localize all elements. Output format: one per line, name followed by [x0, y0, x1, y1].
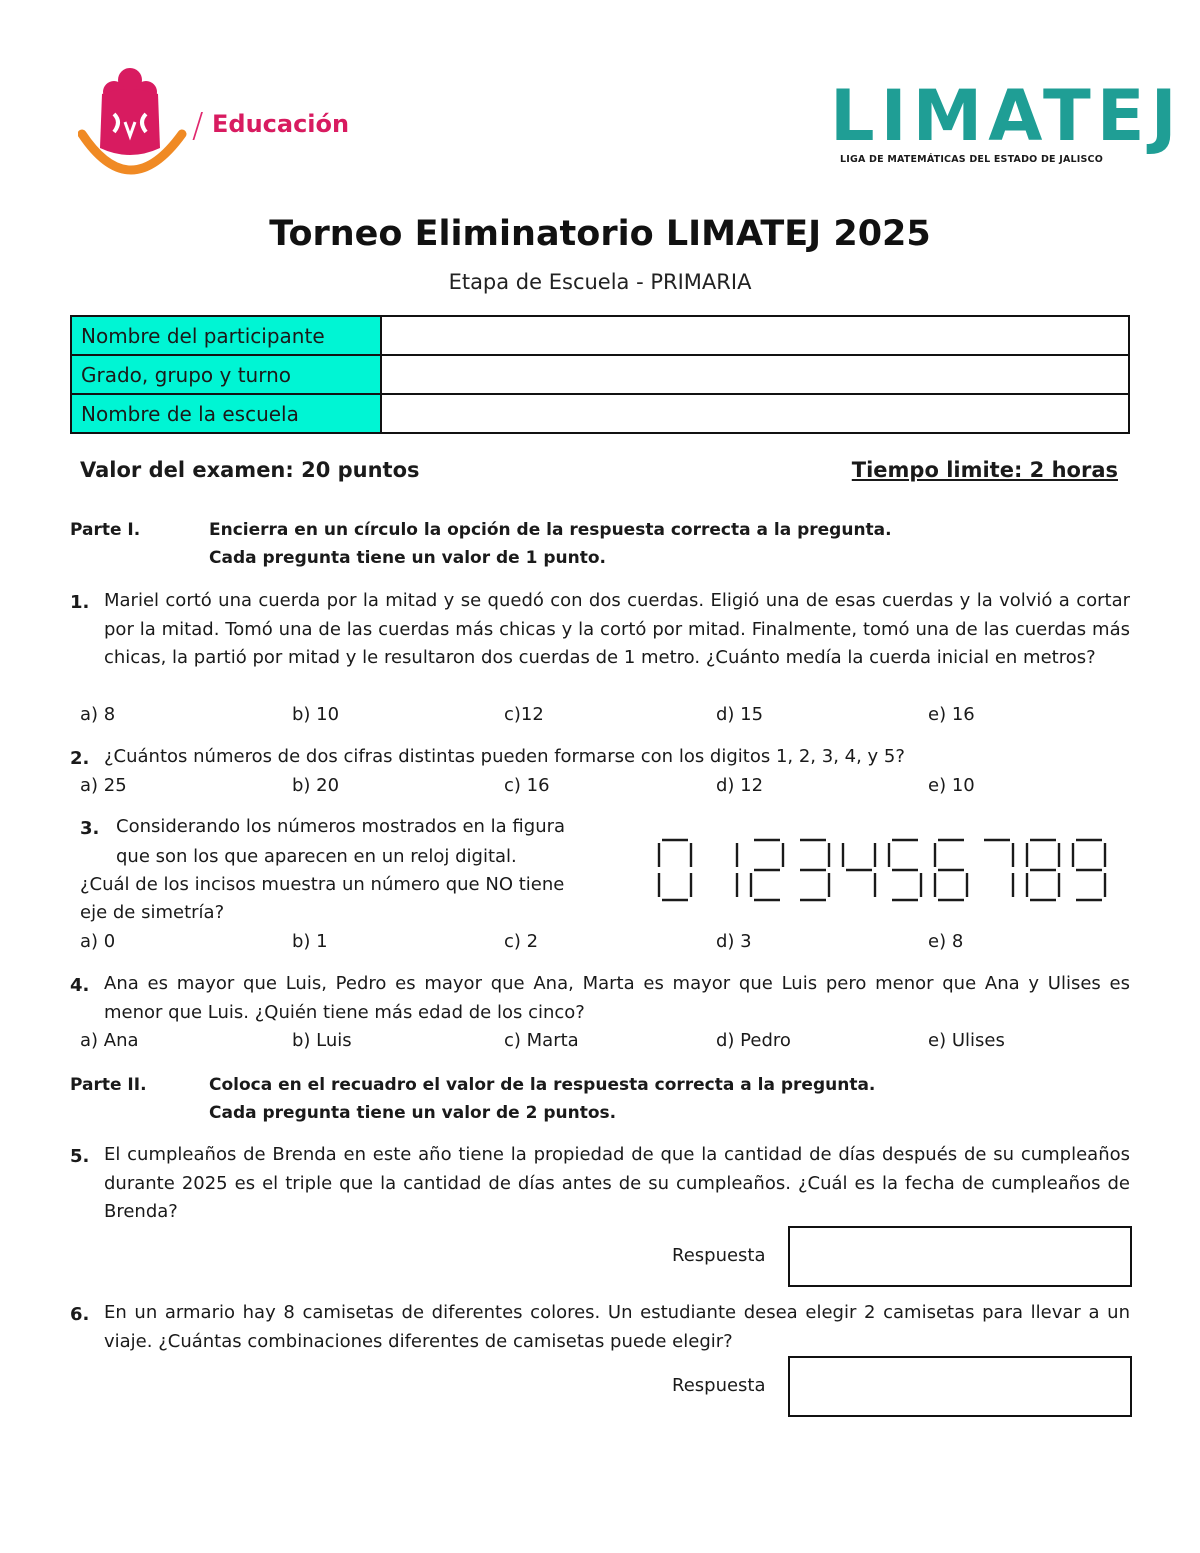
- question-6-number: 6.: [70, 1304, 90, 1325]
- digit-8: [1027, 840, 1059, 900]
- q4-option-b[interactable]: b) Luis: [292, 1030, 352, 1051]
- grade-group-shift-label: Grado, grupo y turno: [71, 355, 381, 394]
- part-1-instruction-2: Cada pregunta tiene un valor de 1 punto.: [209, 548, 607, 568]
- question-6-text: En un armario hay 8 camisetas de diferentes colores. Un estudiante desea elegir 2 camisetas para llevar a un viaje. ¿Cuántas combinaciones diferentes de camisetas puede elegir?: [104, 1302, 1130, 1352]
- q6-answer-label: Respuesta: [672, 1375, 766, 1396]
- q2-option-c[interactable]: c) 16: [504, 775, 550, 796]
- school-name-field[interactable]: [381, 394, 1129, 433]
- digit-2: [751, 840, 783, 900]
- digital-clock-digits-figure: [655, 836, 1115, 906]
- q4-option-c[interactable]: c) Marta: [504, 1030, 579, 1051]
- participant-name-field[interactable]: [381, 316, 1129, 355]
- education-logo: [78, 66, 188, 184]
- part-1-instruction-1: Encierra en un círculo la opción de la respuesta correcta a la pregunta.: [209, 520, 892, 540]
- q5-answer-box[interactable]: [788, 1226, 1132, 1287]
- question-2-text: ¿Cuántos números de dos cifras distintas pueden formarse con los digitos 1, 2, 3, 4, y 5?: [104, 746, 905, 767]
- question-1-number: 1.: [70, 592, 90, 613]
- question-4-text: Ana es mayor que Luis, Pedro es mayor que Ana, Marta es mayor que Luis pero menor que Ana y Ulises es menor que Luis. ¿Quién tiene más edad de los cinco?: [104, 973, 1130, 1023]
- question-3-line-3: ¿Cuál de los incisos muestra un número que NO tiene: [80, 874, 565, 895]
- question-3-number: 3.: [80, 818, 100, 839]
- q3-option-a[interactable]: a) 0: [80, 931, 116, 952]
- question-3-line-1: Considerando los números mostrados en la figura: [116, 816, 566, 837]
- q2-option-e[interactable]: e) 10: [928, 775, 975, 796]
- q4-option-d[interactable]: d) Pedro: [716, 1030, 791, 1051]
- q2-option-a[interactable]: a) 25: [80, 775, 127, 796]
- limatej-logo-subtitle: LIGA DE MATEMÁTICAS DEL ESTADO DE JALISCO: [840, 154, 1104, 165]
- question-3-line-4: eje de simetría?: [80, 902, 225, 923]
- q1-option-d[interactable]: d) 15: [716, 704, 764, 725]
- q1-option-a[interactable]: a) 8: [80, 704, 116, 725]
- q2-option-d[interactable]: d) 12: [716, 775, 764, 796]
- question-1-text: Mariel cortó una cuerda por la mitad y se quedó con dos cuerdas. Eligió una de esas cuerdas y la volvió a cortar por la mitad. Tomó una de las cuerdas más chicas y la cortó por mitad. Finalmente, tomó una de las cuerdas más chicas, la partió por mitad y le resultaron dos cuerdas de 1 metro. ¿Cuánto medía la cuerda inicial en metros?: [104, 590, 1130, 668]
- exam-value: Valor del examen: 20 puntos: [80, 458, 420, 482]
- question-4-number: 4.: [70, 975, 90, 996]
- education-slash: /: [192, 106, 204, 146]
- question-2-number: 2.: [70, 748, 90, 769]
- grade-group-shift-field[interactable]: [381, 355, 1129, 394]
- q3-option-d[interactable]: d) 3: [716, 931, 752, 952]
- limatej-logo-word: LIMATEJ: [830, 75, 1183, 157]
- table-row: [71, 394, 1129, 433]
- q1-option-e[interactable]: e) 16: [928, 704, 975, 725]
- q4-option-a[interactable]: a) Ana: [80, 1030, 139, 1051]
- q1-option-c[interactable]: c)12: [504, 704, 544, 725]
- digit-9: [1073, 840, 1105, 900]
- q3-option-e[interactable]: e) 8: [928, 931, 964, 952]
- digit-7: [984, 840, 1013, 897]
- part-2-instruction-1: Coloca en el recuadro el valor de la respuesta correcta a la pregunta.: [209, 1075, 876, 1095]
- part-2-label: Parte II.: [70, 1075, 147, 1095]
- participant-info-table: [70, 315, 1130, 434]
- q3-option-b[interactable]: b) 1: [292, 931, 328, 952]
- q5-answer-label: Respuesta: [672, 1245, 766, 1266]
- participant-name-label: Nombre del participante: [71, 316, 381, 355]
- part-2-instruction-2: Cada pregunta tiene un valor de 2 puntos.: [209, 1103, 617, 1123]
- digit-0: [659, 840, 691, 900]
- digit-4: [843, 843, 875, 897]
- school-name-label: Nombre de la escuela: [71, 394, 381, 433]
- digit-5: [889, 840, 921, 900]
- q1-option-b[interactable]: b) 10: [292, 704, 340, 725]
- q4-option-e[interactable]: e) Ulises: [928, 1030, 1005, 1051]
- question-5-number: 5.: [70, 1146, 90, 1167]
- part-1-label: Parte I.: [70, 520, 141, 540]
- q3-option-c[interactable]: c) 2: [504, 931, 539, 952]
- digit-3: [800, 840, 829, 900]
- time-limit: Tiempo limite: 2 horas: [851, 458, 1118, 482]
- q2-option-b[interactable]: b) 20: [292, 775, 340, 796]
- table-row: [71, 355, 1129, 394]
- question-3-line-2: que son los que aparecen en un reloj digital.: [116, 846, 517, 867]
- page-subtitle: Etapa de Escuela - PRIMARIA: [448, 270, 752, 294]
- page-title: Torneo Eliminatorio LIMATEJ 2025: [269, 214, 931, 254]
- education-label: Educación: [212, 110, 350, 138]
- question-5-text: El cumpleaños de Brenda en este año tiene la propiedad de que la cantidad de días después de su cumpleaños durante 2025 es el triple que la cantidad de días antes de su cumpleaños. ¿Cuál es la fecha de cumpleaños de Brenda?: [104, 1144, 1130, 1222]
- digit-6: [935, 840, 967, 900]
- table-row: [71, 316, 1129, 355]
- q6-answer-box[interactable]: [788, 1356, 1132, 1417]
